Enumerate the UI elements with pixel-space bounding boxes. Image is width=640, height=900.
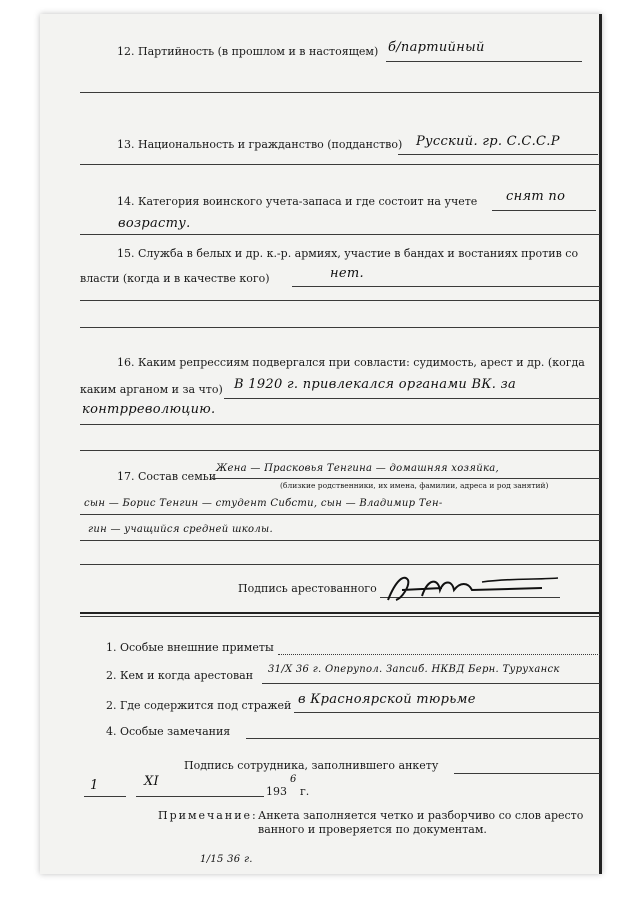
employee-signature-line [454, 773, 600, 774]
q17-answer-3: гин — учащийся средней школы. [88, 524, 273, 535]
q17-answer-2: сын — Борис Тенгин — студент Сибсти, сын — Владимир Тен- [84, 498, 443, 509]
q12-answer: б/партийный [388, 40, 485, 55]
q15-answer: нет. [330, 266, 364, 281]
date-month: XI [144, 774, 159, 789]
arrested-signature-label: Подпись арестованного [238, 582, 377, 595]
q16-rule [80, 450, 600, 451]
arrested-signature [382, 570, 572, 606]
q12-rule [80, 92, 600, 93]
section-divider-1 [80, 612, 600, 614]
q13-label: 13. Национальность и гражданство (подданство) [117, 138, 403, 151]
q16-answer-1: В 1920 г. привлекался органами ВК. за [234, 377, 517, 392]
date-suffix: г. [300, 785, 310, 798]
q14-answer-line-1 [492, 210, 596, 211]
q16-answer-2: контрреволюцию. [82, 402, 216, 417]
date-month-line [136, 796, 264, 797]
q17-hint: (близкие родственники, их имена, фамилии, адреса и род занятий) [280, 481, 549, 490]
date-year-prefix: 193 [266, 785, 287, 798]
q15-label-1: 15. Служба в белых и др. к.-р. армиях, участие в бандах и востаниях против со [117, 247, 579, 260]
employee-signature-label: Подпись сотрудника, заполнившего анкету [184, 759, 439, 772]
special-remarks-line [246, 738, 600, 739]
q14-answer-2: возрасту. [118, 216, 191, 231]
q14-label: 14. Категория воинского учета-запаса и где состоит на учете [117, 195, 478, 208]
note-title: Примечание: [158, 809, 258, 822]
q17-answer-1: Жена — Прасковья Тенгина — домашняя хозяйка, [216, 463, 499, 474]
custody-answer: в Красноярской тюрьме [298, 692, 476, 707]
note-line-1: Анкета заполняется четко и разборчиво со слов аресто [258, 809, 584, 822]
q16-answer-line-1 [224, 398, 600, 399]
q12-label: 12. Партийность (в прошлом и в настоящем) [117, 45, 379, 58]
q12-answer-line [386, 61, 582, 62]
special-marks-label: 1. Особые внешние приметы [106, 641, 274, 654]
q16-answer-line-2 [80, 424, 600, 425]
q14-rule [80, 234, 600, 235]
q17-label: 17. Состав семьи [117, 470, 217, 483]
q13-rule [80, 164, 600, 165]
page-edge [599, 14, 602, 874]
custody-label: 2. Где содержится под стражей [106, 699, 292, 712]
date-year-suffix: 6 [290, 774, 297, 785]
q14-answer-1: снят по [506, 189, 566, 204]
arrested-by-label: 2. Кем и когда арестован [106, 669, 254, 682]
note-line-2: ванного и проверяется по документам. [258, 823, 487, 836]
custody-line [294, 712, 600, 713]
date-day: 1 [90, 778, 99, 793]
arrested-by-line [262, 683, 600, 684]
q16-label-1: 16. Каким репрессиям подвергался при совласти: судимость, арест и др. (когда [117, 356, 585, 369]
section-divider-2 [80, 616, 600, 617]
q13-answer: Русский. гр. С.С.С.Р [416, 134, 560, 149]
q17-answer-line-2 [80, 514, 600, 515]
q15-rule-2 [80, 327, 600, 328]
q15-answer-line [292, 286, 600, 287]
q15-rule-1 [80, 300, 600, 301]
q16-label-2: каким арганом и за что) [80, 383, 223, 396]
special-remarks-label: 4. Особые замечания [106, 725, 231, 738]
questionnaire-page [40, 14, 602, 874]
q17-answer-line-3 [80, 540, 600, 541]
q13-answer-line [398, 154, 598, 155]
q17-answer-line-1 [212, 478, 600, 479]
corner-note: 1/15 36 г. [200, 854, 253, 865]
q15-label-2: власти (когда и в качестве кого) [80, 272, 270, 285]
special-marks-line [278, 654, 600, 655]
arrested-by-answer: 31/X 36 г. Оперупол. Запсиб. НКВД Берн. Туруханск [268, 664, 560, 675]
q17-rule [80, 564, 600, 565]
date-day-line [84, 796, 126, 797]
